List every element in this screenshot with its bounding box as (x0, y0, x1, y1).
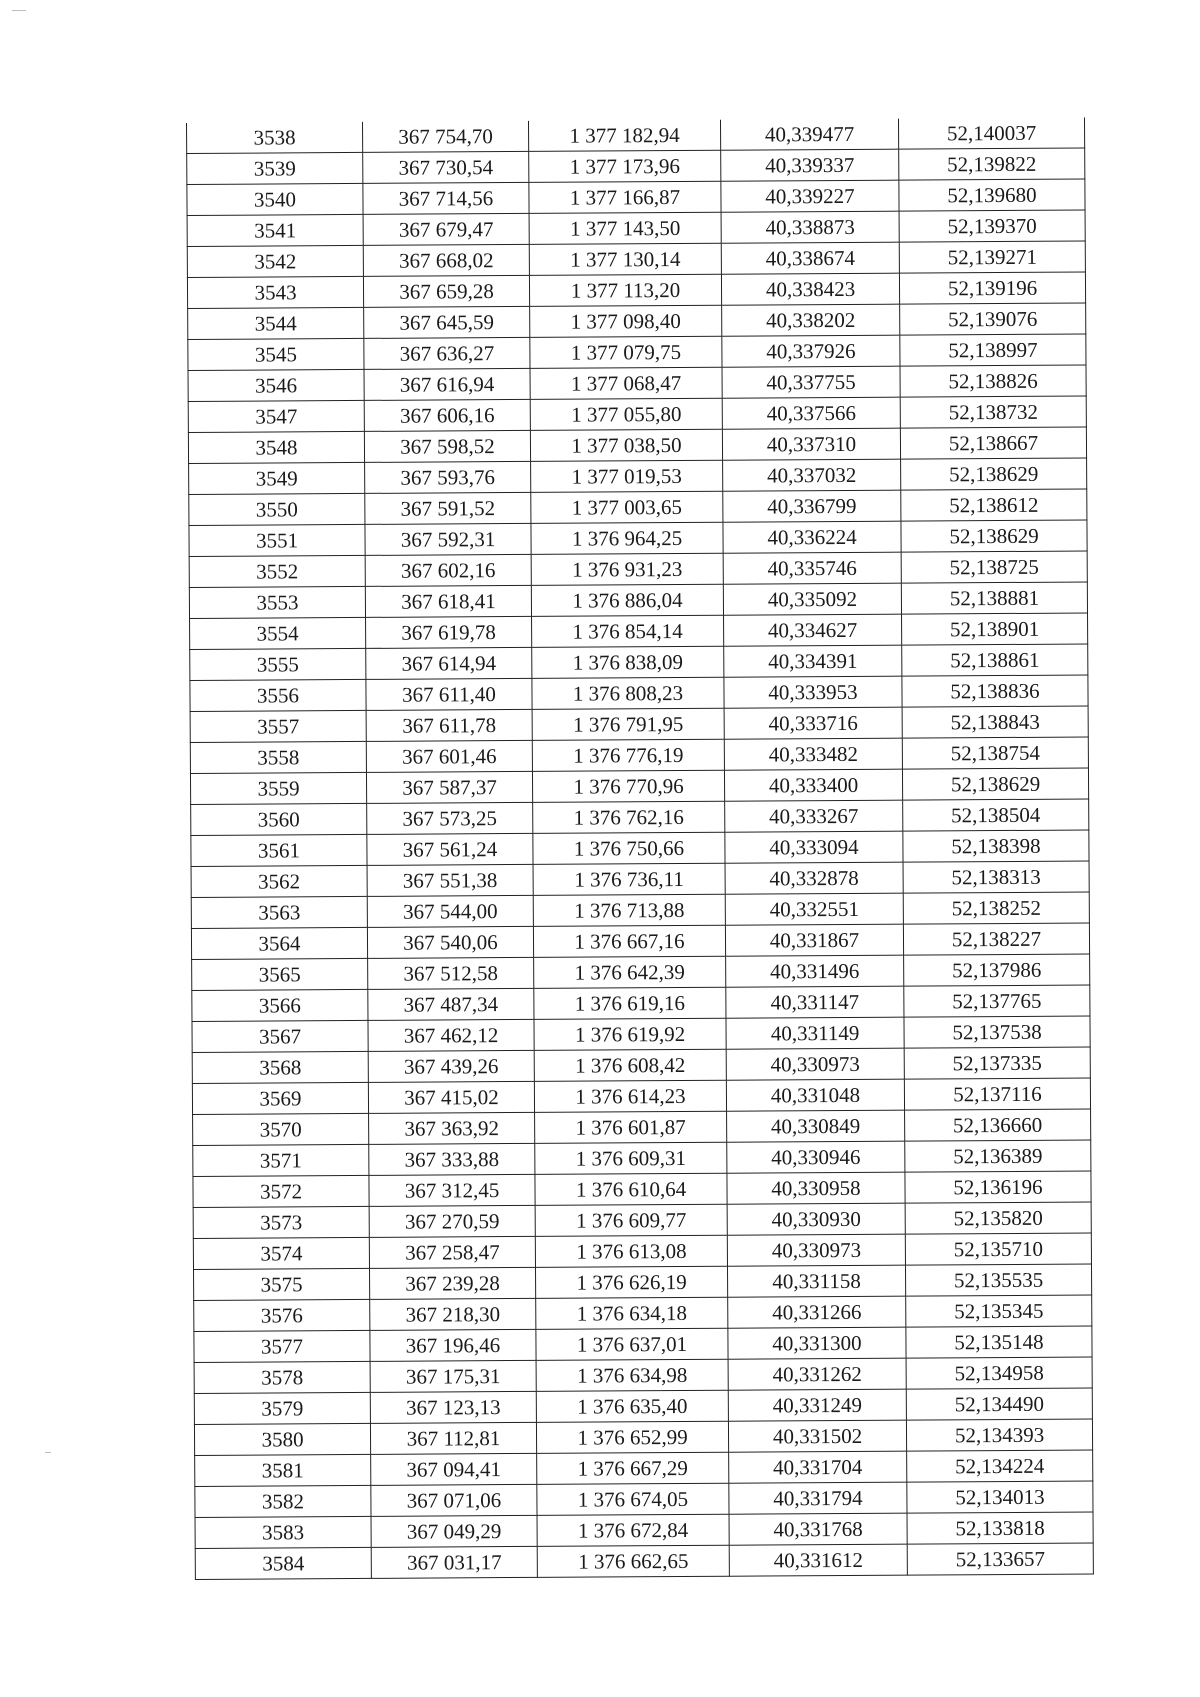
table-row (189, 520, 1087, 556)
table-row (188, 365, 1086, 401)
table-row (192, 1078, 1090, 1114)
longitude-cell: 52,139822 (899, 148, 1085, 180)
x-coordinate-cell: 367 363,92 (369, 1112, 535, 1144)
x-coordinate-cell: 367 601,46 (366, 740, 532, 772)
table-row (193, 1233, 1091, 1269)
latitude-cell: 40,335092 (723, 583, 901, 615)
table-row (195, 1543, 1093, 1579)
y-coordinate-cell: 1 376 762,16 (533, 801, 725, 833)
x-coordinate-cell: 367 258,47 (369, 1236, 535, 1268)
table-row (194, 1264, 1092, 1300)
point-number-cell: 3566 (192, 989, 368, 1021)
y-coordinate-cell: 1 376 662,65 (537, 1545, 729, 1577)
latitude-cell: 40,331262 (728, 1358, 906, 1390)
point-number-cell: 3541 (187, 214, 363, 246)
x-coordinate-cell: 367 611,40 (366, 678, 532, 710)
latitude-cell: 40,331158 (727, 1265, 905, 1297)
point-number-cell: 3564 (191, 927, 367, 959)
y-coordinate-cell: 1 376 619,16 (534, 987, 726, 1019)
x-coordinate-cell: 367 598,52 (364, 430, 530, 462)
latitude-cell: 40,334391 (724, 645, 902, 677)
x-coordinate-cell: 367 415,02 (368, 1081, 534, 1113)
longitude-cell: 52,138252 (903, 892, 1089, 924)
point-number-cell: 3567 (192, 1020, 368, 1052)
table-row (189, 551, 1087, 587)
latitude-cell: 40,331867 (725, 924, 903, 956)
latitude-cell: 40,336799 (723, 490, 901, 522)
y-coordinate-cell: 1 376 713,88 (533, 894, 725, 926)
latitude-cell: 40,333400 (724, 769, 902, 801)
longitude-cell: 52,138629 (901, 458, 1087, 490)
latitude-cell: 40,337926 (722, 335, 900, 367)
x-coordinate-cell: 367 668,02 (363, 244, 529, 276)
point-number-cell: 3543 (187, 276, 363, 308)
y-coordinate-cell: 1 376 667,16 (533, 925, 725, 957)
point-number-cell: 3584 (195, 1547, 371, 1579)
x-coordinate-cell: 367 239,28 (370, 1267, 536, 1299)
coordinates-table (186, 118, 1094, 1580)
longitude-cell: 52,138612 (901, 489, 1087, 521)
x-coordinate-cell: 367 071,06 (371, 1484, 537, 1516)
latitude-cell: 40,330930 (727, 1203, 905, 1235)
longitude-cell: 52,134393 (906, 1419, 1092, 1451)
x-coordinate-cell: 367 614,94 (366, 647, 532, 679)
latitude-cell: 40,331300 (728, 1327, 906, 1359)
longitude-cell: 52,137986 (904, 954, 1090, 986)
table-row (191, 923, 1089, 959)
y-coordinate-cell: 1 376 619,92 (534, 1018, 726, 1050)
x-coordinate-cell: 367 561,24 (367, 833, 533, 865)
longitude-cell: 52,140037 (898, 118, 1084, 150)
point-number-cell: 3568 (192, 1051, 368, 1083)
x-coordinate-cell: 367 714,56 (363, 182, 529, 214)
point-number-cell: 3552 (189, 555, 365, 587)
latitude-cell: 40,337755 (722, 366, 900, 398)
y-coordinate-cell: 1 376 667,29 (537, 1452, 729, 1484)
point-number-cell: 3562 (191, 865, 367, 897)
longitude-cell: 52,138836 (902, 675, 1088, 707)
latitude-cell: 40,331048 (726, 1079, 904, 1111)
longitude-cell: 52,135345 (906, 1295, 1092, 1327)
latitude-cell: 40,331794 (729, 1482, 907, 1514)
y-coordinate-cell: 1 376 613,08 (535, 1235, 727, 1267)
table-row (191, 892, 1089, 928)
longitude-cell: 52,134958 (906, 1357, 1092, 1389)
latitude-cell: 40,331496 (726, 955, 904, 987)
y-coordinate-cell: 1 377 113,20 (529, 274, 721, 306)
scan-mark (12, 10, 26, 11)
table-row (192, 1047, 1090, 1083)
point-number-cell: 3546 (188, 369, 364, 401)
latitude-cell: 40,333716 (724, 707, 902, 739)
longitude-cell: 52,136660 (905, 1109, 1091, 1141)
y-coordinate-cell: 1 377 143,50 (529, 212, 721, 244)
point-number-cell: 3577 (194, 1330, 370, 1362)
x-coordinate-cell: 367 591,52 (365, 492, 531, 524)
x-coordinate-cell: 367 587,37 (366, 771, 532, 803)
x-coordinate-cell: 367 636,27 (364, 337, 530, 369)
y-coordinate-cell: 1 376 626,19 (535, 1266, 727, 1298)
point-number-cell: 3579 (194, 1392, 370, 1424)
longitude-cell: 52,138227 (903, 923, 1089, 955)
point-number-cell: 3556 (190, 679, 366, 711)
latitude-cell: 40,330946 (727, 1141, 905, 1173)
table-row (194, 1388, 1092, 1424)
x-coordinate-cell: 367 333,88 (369, 1143, 535, 1175)
y-coordinate-cell: 1 376 776,19 (532, 739, 724, 771)
longitude-cell: 52,137538 (904, 1016, 1090, 1048)
table-row (193, 1171, 1091, 1207)
y-coordinate-cell: 1 377 130,14 (529, 243, 721, 275)
longitude-cell: 52,139076 (900, 303, 1086, 335)
longitude-cell: 52,135535 (905, 1264, 1091, 1296)
point-number-cell: 3576 (194, 1299, 370, 1331)
table-row (195, 1450, 1093, 1486)
latitude-cell: 40,330973 (727, 1234, 905, 1266)
x-coordinate-cell: 367 618,41 (365, 585, 531, 617)
point-number-cell: 3560 (191, 803, 367, 835)
longitude-cell: 52,138667 (900, 427, 1086, 459)
latitude-cell: 40,330958 (727, 1172, 905, 1204)
y-coordinate-cell: 1 376 635,40 (536, 1390, 728, 1422)
latitude-cell: 40,331266 (728, 1296, 906, 1328)
y-coordinate-cell: 1 376 931,23 (531, 553, 723, 585)
point-number-cell: 3582 (195, 1485, 371, 1517)
table-row (192, 954, 1090, 990)
table-row (190, 706, 1088, 742)
y-coordinate-cell: 1 376 770,96 (532, 770, 724, 802)
longitude-cell: 52,135148 (906, 1326, 1092, 1358)
point-number-cell: 3539 (187, 152, 363, 184)
table-row (192, 1016, 1090, 1052)
x-coordinate-cell: 367 487,34 (368, 988, 534, 1020)
x-coordinate-cell: 367 592,31 (365, 523, 531, 555)
longitude-cell: 52,134224 (907, 1450, 1093, 1482)
latitude-cell: 40,338873 (721, 211, 899, 243)
point-number-cell: 3542 (187, 245, 363, 277)
longitude-cell: 52,135710 (905, 1233, 1091, 1265)
y-coordinate-cell: 1 377 068,47 (530, 367, 722, 399)
x-coordinate-cell: 367 573,25 (367, 802, 533, 834)
x-coordinate-cell: 367 551,38 (367, 864, 533, 896)
point-number-cell: 3572 (193, 1175, 369, 1207)
point-number-cell: 3544 (188, 307, 364, 339)
table-row (187, 179, 1085, 215)
y-coordinate-cell: 1 377 182,94 (528, 120, 720, 152)
latitude-cell: 40,336224 (723, 521, 901, 553)
longitude-cell: 52,138901 (902, 613, 1088, 645)
longitude-cell: 52,138997 (900, 334, 1086, 366)
table-row (192, 985, 1090, 1021)
point-number-cell: 3581 (195, 1454, 371, 1486)
point-number-cell: 3571 (193, 1144, 369, 1176)
table-row (188, 303, 1086, 339)
table-row (194, 1357, 1092, 1393)
table-row (190, 768, 1088, 804)
longitude-cell: 52,135820 (905, 1202, 1091, 1234)
point-number-cell: 3578 (194, 1361, 370, 1393)
y-coordinate-cell: 1 376 609,31 (535, 1142, 727, 1174)
longitude-cell: 52,137116 (904, 1078, 1090, 1110)
y-coordinate-cell: 1 377 173,96 (529, 150, 721, 182)
table-row (188, 396, 1086, 432)
table-row (188, 427, 1086, 463)
point-number-cell: 3565 (192, 958, 368, 990)
longitude-cell: 52,139370 (899, 210, 1085, 242)
y-coordinate-cell: 1 376 652,99 (536, 1421, 728, 1453)
x-coordinate-cell: 367 659,28 (363, 275, 529, 307)
latitude-cell: 40,333267 (725, 800, 903, 832)
latitude-cell: 40,337310 (722, 428, 900, 460)
table-row (190, 613, 1088, 649)
longitude-cell: 52,139680 (899, 179, 1085, 211)
longitude-cell: 52,138843 (902, 706, 1088, 738)
y-coordinate-cell: 1 376 642,39 (534, 956, 726, 988)
x-coordinate-cell: 367 619,78 (366, 616, 532, 648)
table-row (190, 644, 1088, 680)
point-number-cell: 3540 (187, 183, 363, 215)
scan-mark (45, 1452, 51, 1453)
point-number-cell: 3553 (189, 586, 365, 618)
x-coordinate-cell: 367 439,26 (368, 1050, 534, 1082)
x-coordinate-cell: 367 679,47 (363, 213, 529, 245)
y-coordinate-cell: 1 376 610,64 (535, 1173, 727, 1205)
latitude-cell: 40,338202 (722, 304, 900, 336)
y-coordinate-cell: 1 376 854,14 (532, 615, 724, 647)
y-coordinate-cell: 1 376 750,66 (533, 832, 725, 864)
x-coordinate-cell: 367 754,70 (362, 121, 528, 153)
point-number-cell: 3547 (188, 400, 364, 432)
y-coordinate-cell: 1 377 019,53 (531, 460, 723, 492)
latitude-cell: 40,335746 (723, 552, 901, 584)
y-coordinate-cell: 1 376 736,11 (533, 863, 725, 895)
x-coordinate-cell: 367 611,78 (366, 709, 532, 741)
x-coordinate-cell: 367 512,58 (368, 957, 534, 989)
y-coordinate-cell: 1 376 886,04 (531, 584, 723, 616)
y-coordinate-cell: 1 376 634,18 (536, 1297, 728, 1329)
latitude-cell: 40,338674 (721, 242, 899, 274)
x-coordinate-cell: 367 196,46 (370, 1329, 536, 1361)
latitude-cell: 40,330849 (727, 1110, 905, 1142)
point-number-cell: 3557 (190, 710, 366, 742)
y-coordinate-cell: 1 376 614,23 (534, 1080, 726, 1112)
x-coordinate-cell: 367 540,06 (367, 926, 533, 958)
y-coordinate-cell: 1 377 055,80 (530, 398, 722, 430)
table-row (194, 1326, 1092, 1362)
longitude-cell: 52,138826 (900, 365, 1086, 397)
table-row (188, 334, 1086, 370)
x-coordinate-cell: 367 270,59 (369, 1205, 535, 1237)
y-coordinate-cell: 1 376 608,42 (534, 1049, 726, 1081)
longitude-cell: 52,136196 (905, 1171, 1091, 1203)
y-coordinate-cell: 1 376 601,87 (535, 1111, 727, 1143)
latitude-cell: 40,339227 (721, 180, 899, 212)
latitude-cell: 40,337566 (722, 397, 900, 429)
y-coordinate-cell: 1 377 166,87 (529, 181, 721, 213)
table-body (186, 118, 1093, 1580)
table-row (194, 1295, 1092, 1331)
longitude-cell: 52,138881 (901, 582, 1087, 614)
point-number-cell: 3573 (193, 1206, 369, 1238)
x-coordinate-cell: 367 049,29 (371, 1515, 537, 1547)
x-coordinate-cell: 367 031,17 (371, 1546, 537, 1578)
table-row (187, 241, 1085, 277)
point-number-cell: 3569 (192, 1082, 368, 1114)
y-coordinate-cell: 1 376 634,98 (536, 1359, 728, 1391)
table-row (191, 861, 1089, 897)
table-row (194, 1419, 1092, 1455)
x-coordinate-cell: 367 175,31 (370, 1360, 536, 1392)
point-number-cell: 3554 (190, 617, 366, 649)
point-number-cell: 3551 (189, 524, 365, 556)
longitude-cell: 52,138732 (900, 396, 1086, 428)
longitude-cell: 52,133657 (907, 1543, 1093, 1575)
x-coordinate-cell: 367 094,41 (371, 1453, 537, 1485)
x-coordinate-cell: 367 645,59 (364, 306, 530, 338)
point-number-cell: 3561 (191, 834, 367, 866)
table-row (187, 272, 1085, 308)
table-row (193, 1140, 1091, 1176)
longitude-cell: 52,134490 (906, 1388, 1092, 1420)
y-coordinate-cell: 1 376 674,05 (537, 1483, 729, 1515)
point-number-cell: 3575 (194, 1268, 370, 1300)
longitude-cell: 52,137335 (904, 1047, 1090, 1079)
point-number-cell: 3538 (186, 122, 362, 154)
latitude-cell: 40,338423 (721, 273, 899, 305)
longitude-cell: 52,134013 (907, 1481, 1093, 1513)
x-coordinate-cell: 367 112,81 (370, 1422, 536, 1454)
y-coordinate-cell: 1 376 838,09 (532, 646, 724, 678)
longitude-cell: 52,138754 (902, 737, 1088, 769)
latitude-cell: 40,330973 (726, 1048, 904, 1080)
longitude-cell: 52,137765 (904, 985, 1090, 1017)
longitude-cell: 52,136389 (905, 1140, 1091, 1172)
table-row (190, 737, 1088, 773)
y-coordinate-cell: 1 376 637,01 (536, 1328, 728, 1360)
y-coordinate-cell: 1 376 672,84 (537, 1514, 729, 1546)
x-coordinate-cell: 367 730,54 (363, 151, 529, 183)
latitude-cell: 40,339477 (720, 119, 898, 151)
y-coordinate-cell: 1 377 098,40 (530, 305, 722, 337)
longitude-cell: 52,138725 (901, 551, 1087, 583)
table-row (186, 118, 1084, 154)
longitude-cell: 52,139196 (899, 272, 1085, 304)
x-coordinate-cell: 367 123,13 (370, 1391, 536, 1423)
latitude-cell: 40,339337 (721, 149, 899, 181)
table-row (193, 1202, 1091, 1238)
point-number-cell: 3574 (193, 1237, 369, 1269)
x-coordinate-cell: 367 544,00 (367, 895, 533, 927)
point-number-cell: 3583 (195, 1516, 371, 1548)
latitude-cell: 40,331704 (729, 1451, 907, 1483)
x-coordinate-cell: 367 593,76 (365, 461, 531, 493)
point-number-cell: 3570 (193, 1113, 369, 1145)
x-coordinate-cell: 367 218,30 (370, 1298, 536, 1330)
point-number-cell: 3559 (190, 772, 366, 804)
latitude-cell: 40,333482 (724, 738, 902, 770)
longitude-cell: 52,138504 (903, 799, 1089, 831)
point-number-cell: 3550 (189, 493, 365, 525)
point-number-cell: 3580 (194, 1423, 370, 1455)
x-coordinate-cell: 367 616,94 (364, 368, 530, 400)
table-row (189, 458, 1087, 494)
y-coordinate-cell: 1 376 609,77 (535, 1204, 727, 1236)
latitude-cell: 40,333094 (725, 831, 903, 863)
latitude-cell: 40,334627 (724, 614, 902, 646)
longitude-cell: 52,138861 (902, 644, 1088, 676)
latitude-cell: 40,331147 (726, 986, 904, 1018)
latitude-cell: 40,332551 (725, 893, 903, 925)
y-coordinate-cell: 1 376 808,23 (532, 677, 724, 709)
table-row (193, 1109, 1091, 1145)
x-coordinate-cell: 367 606,16 (364, 399, 530, 431)
latitude-cell: 40,332878 (725, 862, 903, 894)
longitude-cell: 52,133818 (907, 1512, 1093, 1544)
point-number-cell: 3558 (190, 741, 366, 773)
y-coordinate-cell: 1 377 038,50 (530, 429, 722, 461)
longitude-cell: 52,138313 (903, 861, 1089, 893)
longitude-cell: 52,138629 (901, 520, 1087, 552)
longitude-cell: 52,138398 (903, 830, 1089, 862)
y-coordinate-cell: 1 377 079,75 (530, 336, 722, 368)
point-number-cell: 3548 (188, 431, 364, 463)
table-row (189, 582, 1087, 618)
table-row (187, 210, 1085, 246)
y-coordinate-cell: 1 376 791,95 (532, 708, 724, 740)
latitude-cell: 40,331249 (728, 1389, 906, 1421)
table-row (195, 1481, 1093, 1517)
x-coordinate-cell: 367 462,12 (368, 1019, 534, 1051)
longitude-cell: 52,139271 (899, 241, 1085, 273)
y-coordinate-cell: 1 377 003,65 (531, 491, 723, 523)
latitude-cell: 40,331502 (728, 1420, 906, 1452)
point-number-cell: 3555 (190, 648, 366, 680)
point-number-cell: 3549 (189, 462, 365, 494)
y-coordinate-cell: 1 376 964,25 (531, 522, 723, 554)
table-row (195, 1512, 1093, 1548)
table-row (187, 148, 1085, 184)
latitude-cell: 40,337032 (723, 459, 901, 491)
x-coordinate-cell: 367 602,16 (365, 554, 531, 586)
table-row (191, 799, 1089, 835)
latitude-cell: 40,331149 (726, 1017, 904, 1049)
x-coordinate-cell: 367 312,45 (369, 1174, 535, 1206)
latitude-cell: 40,331612 (729, 1544, 907, 1576)
latitude-cell: 40,331768 (729, 1513, 907, 1545)
table-row (191, 830, 1089, 866)
point-number-cell: 3545 (188, 338, 364, 370)
longitude-cell: 52,138629 (902, 768, 1088, 800)
latitude-cell: 40,333953 (724, 676, 902, 708)
table-row (190, 675, 1088, 711)
table-row (189, 489, 1087, 525)
point-number-cell: 3563 (191, 896, 367, 928)
